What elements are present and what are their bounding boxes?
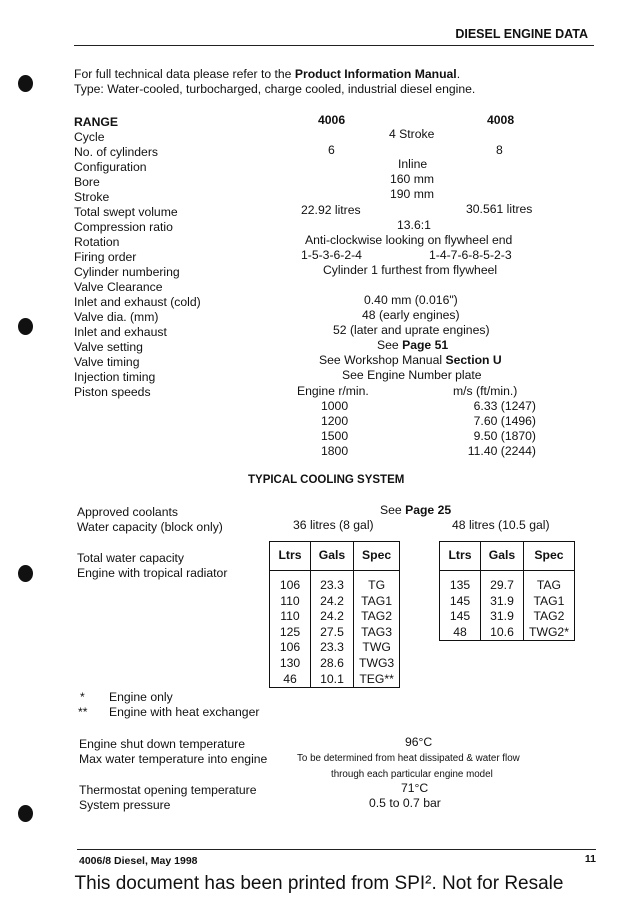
binder-hole: [18, 318, 33, 335]
value-valve-timing: See Workshop Manual Section U: [319, 353, 502, 367]
valve-timing-section-ref: Section U: [445, 353, 502, 367]
cell-gals: 10.1: [311, 672, 354, 688]
label-thermostat-temp: Thermostat opening temperature: [79, 783, 257, 797]
label-bore: Bore: [74, 175, 100, 189]
footnote-mark-double: **: [78, 705, 88, 719]
cell-ltrs: 46: [270, 672, 311, 688]
label-injection-timing: Injection timing: [74, 370, 156, 384]
cell-spec: TG: [354, 571, 400, 594]
footer-rule: [77, 849, 596, 850]
cell-spec: TAG1: [354, 594, 400, 610]
label-configuration: Configuration: [74, 160, 147, 174]
footer-doc-id: 4006/8 Diesel, May 1998: [79, 855, 198, 867]
value-swept-4008: 30.561 litres: [466, 202, 533, 216]
cell-spec: TWG: [354, 640, 400, 656]
label-piston-speeds: Piston speeds: [74, 385, 151, 399]
label-swept-volume: Total swept volume: [74, 205, 178, 219]
table-row: [440, 625, 575, 641]
table-row: [440, 594, 575, 610]
value-clearance: 0.40 mm (0.016"): [364, 293, 458, 307]
cell-ltrs: 135: [440, 571, 481, 594]
col-ltrs: Ltrs: [270, 542, 311, 571]
cell-ltrs: 145: [440, 609, 481, 625]
cell-spec: TEG**: [354, 672, 400, 688]
coolant-table-4008: [439, 541, 575, 641]
table-row: [440, 609, 575, 625]
cell-ltrs: 106: [270, 571, 311, 594]
value-shutdown-temp: 96°C: [405, 735, 433, 749]
cell-ltrs: 110: [270, 609, 311, 625]
value-configuration: Inline: [398, 157, 428, 171]
value-cylinders-4006: 6: [328, 143, 335, 157]
value-firing-4008: 1-4-7-6-8-5-2-3: [429, 248, 512, 262]
cell-ltrs: 145: [440, 594, 481, 610]
col-header-4006: 4006: [318, 113, 346, 127]
page-number: 11: [584, 853, 596, 865]
value-injection-timing: See Engine Number plate: [342, 368, 482, 382]
label-water-capacity: Water capacity (block only): [77, 520, 223, 534]
table-row: [270, 672, 400, 688]
cell-spec: TAG3: [354, 625, 400, 641]
footnote-mark-single: *: [80, 690, 85, 704]
label-valve-timing: Valve timing: [74, 355, 140, 369]
table-row: [270, 609, 400, 625]
value-cylinders-4008: 8: [496, 143, 503, 157]
col-gals: Gals: [311, 542, 354, 571]
value-firing-4006: 1-5-3-6-2-4: [301, 248, 362, 262]
piston-col-rpm-header: Engine r/min.: [297, 384, 369, 398]
cell-ltrs: 130: [270, 656, 311, 672]
cell-gals: 24.2: [311, 594, 354, 610]
piston-rpm: 1000: [321, 399, 349, 413]
label-tropical-radiator: Engine with tropical radiator: [77, 566, 228, 580]
value-bore: 160 mm: [390, 172, 435, 186]
table-row: [270, 625, 400, 641]
table-row: [270, 656, 400, 672]
piston-rpm: 1800: [321, 444, 349, 458]
binder-hole: [18, 565, 33, 582]
label-cycle: Cycle: [74, 130, 105, 144]
piston-rpm: 1500: [321, 429, 349, 443]
label-approved-coolants: Approved coolants: [77, 505, 178, 519]
cell-spec: TWG3: [354, 656, 400, 672]
cell-gals: 27.5: [311, 625, 354, 641]
table-row: [270, 594, 400, 610]
page-header-title: DIESEL ENGINE DATA: [455, 27, 588, 41]
table-row: [270, 571, 400, 594]
value-water-4008: 48 litres (10.5 gal): [452, 518, 550, 532]
label-system-pressure: System pressure: [79, 798, 171, 812]
value-rotation: Anti-clockwise looking on flywheel end: [305, 233, 513, 247]
value-swept-4006: 22.92 litres: [301, 203, 361, 217]
resale-notice: This document has been printed from SPI². Not for Resale: [74, 873, 564, 894]
cell-ltrs: 48: [440, 625, 481, 641]
cell-ltrs: 110: [270, 594, 311, 610]
cell-gals: 31.9: [481, 609, 524, 625]
piston-col-ms-header: m/s (ft/min.): [453, 384, 518, 398]
label-max-water-temp: Max water temperature into engine: [79, 752, 268, 766]
table-row: [440, 571, 575, 594]
cell-ltrs: 125: [270, 625, 311, 641]
coolant-table-4006: [269, 541, 400, 688]
label-cylinder-numbering: Cylinder numbering: [74, 265, 180, 279]
approved-coolants-page-ref: Page 25: [405, 503, 452, 517]
range-heading: RANGE: [74, 115, 119, 129]
cell-gals: 10.6: [481, 625, 524, 641]
table-row: [270, 640, 400, 656]
label-valve-clearance: Valve Clearance: [74, 280, 163, 294]
value-approved-coolants: See Page 25: [380, 503, 452, 517]
col-spec: Spec: [524, 542, 575, 571]
value-max-water-temp-1: To be determined from heat dissipated & water flow: [297, 753, 520, 764]
value-valve-dia-early: 48 (early engines): [362, 308, 460, 322]
piston-speed: 6.33 (1247): [473, 399, 536, 413]
footnote-engine-only: Engine only: [109, 690, 173, 704]
label-shutdown-temp: Engine shut down temperature: [79, 737, 245, 751]
cell-spec: TAG2: [524, 609, 575, 625]
value-system-pressure: 0.5 to 0.7 bar: [369, 796, 441, 810]
intro-line-1: For full technical data please refer to the Product Information Manual.: [74, 67, 461, 81]
label-firing-order: Firing order: [74, 250, 137, 264]
cell-gals: 29.7: [481, 571, 524, 594]
value-compression: 13.6:1: [397, 218, 431, 232]
label-inlet-exhaust-cold: Inlet and exhaust (cold): [74, 295, 201, 309]
footnote-heat-exchanger: Engine with heat exchanger: [109, 705, 260, 719]
intro-line-2: Type: Water-cooled, turbocharged, charge cooled, industrial diesel engine.: [74, 82, 476, 96]
label-compression: Compression ratio: [74, 220, 173, 234]
cell-gals: 28.6: [311, 656, 354, 672]
col-gals: Gals: [481, 542, 524, 571]
value-cylinder-numbering: Cylinder 1 furthest from flywheel: [323, 263, 498, 277]
value-thermostat-temp: 71°C: [401, 781, 429, 795]
product-manual-ref: Product Information Manual: [294, 67, 457, 81]
value-cycle: 4 Stroke: [389, 127, 435, 141]
binder-hole: [18, 805, 33, 822]
cooling-heading: TYPICAL COOLING SYSTEM: [248, 474, 405, 486]
header-rule: [74, 45, 594, 46]
cell-ltrs: 106: [270, 640, 311, 656]
col-spec: Spec: [354, 542, 400, 571]
label-rotation: Rotation: [74, 235, 120, 249]
piston-speed: 7.60 (1496): [473, 414, 536, 428]
label-stroke: Stroke: [74, 190, 110, 204]
value-valve-dia-later: 52 (later and uprate engines): [333, 323, 490, 337]
col-header-4008: 4008: [487, 113, 515, 127]
cell-spec: TAG1: [524, 594, 575, 610]
piston-speed: 9.50 (1870): [473, 429, 536, 443]
cell-spec: TAG2: [354, 609, 400, 625]
cell-gals: 23.3: [311, 640, 354, 656]
cell-gals: 31.9: [481, 594, 524, 610]
label-inlet-exhaust: Inlet and exhaust: [74, 325, 167, 339]
piston-rpm: 1200: [321, 414, 349, 428]
cell-spec: TAG: [524, 571, 575, 594]
cell-spec: TWG2*: [524, 625, 575, 641]
cell-gals: 23.3: [311, 571, 354, 594]
value-water-4006: 36 litres (8 gal): [293, 518, 374, 532]
valve-setting-page-ref: Page 51: [402, 338, 449, 352]
piston-speed: 11.40 (2244): [467, 444, 536, 458]
col-ltrs: Ltrs: [440, 542, 481, 571]
label-valve-setting: Valve setting: [74, 340, 143, 354]
label-total-water-capacity: Total water capacity: [77, 551, 185, 565]
label-cylinders: No. of cylinders: [74, 145, 158, 159]
binder-hole: [18, 75, 33, 92]
value-stroke: 190 mm: [390, 187, 435, 201]
cell-gals: 24.2: [311, 609, 354, 625]
value-valve-setting: See Page 51: [377, 338, 449, 352]
value-max-water-temp-2: through each particular engine model: [331, 769, 493, 780]
label-valve-dia: Valve dia. (mm): [74, 310, 159, 324]
